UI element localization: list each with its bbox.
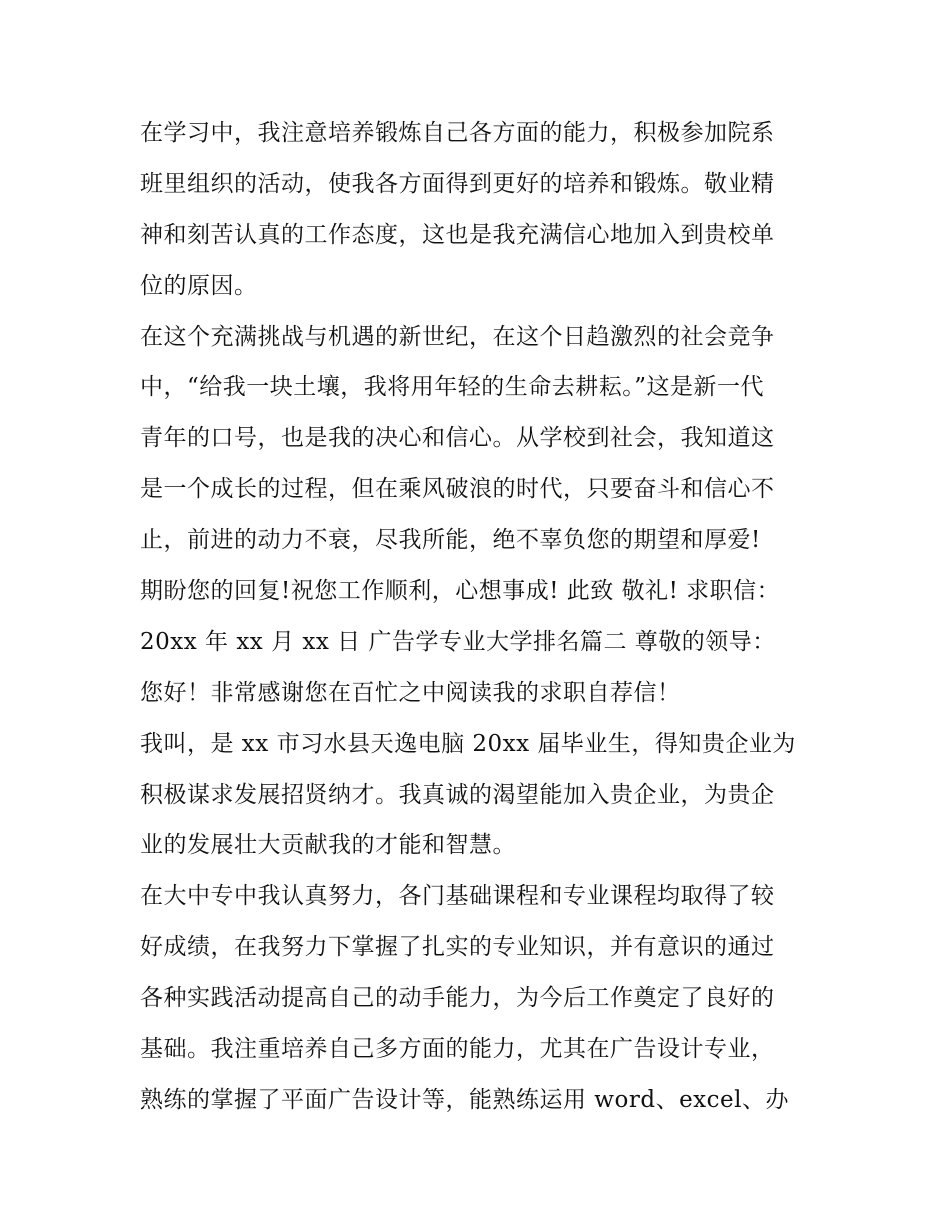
text-line: 在学习中，我注意培养锻炼自己各方面的能力，积极参加院系 bbox=[140, 120, 775, 146]
text-line: 您好！非常感谢您在百忙之中阅读我的求职自荐信！ bbox=[140, 679, 681, 706]
text-line: 是一个成长的过程，但在乘风破浪的时代，只要奋斗和信心不 bbox=[140, 476, 775, 503]
text-line: 神和刻苦认真的工作态度，这也是我充满信心地加入到贵校单 bbox=[140, 221, 775, 248]
text-line: 位的原因。 bbox=[140, 272, 258, 299]
text-line: 止，前进的动力不衰，尽我所能，绝不辜负您的期望和厚爱! bbox=[140, 527, 761, 554]
text-line: 在这个充满挑战与机遇的新世纪，在这个日趋激烈的社会竞争 bbox=[140, 323, 775, 350]
text-line: 好成绩，在我努力下掌握了扎实的专业知识，并有意识的通过 bbox=[140, 934, 775, 961]
text-line: 青年的口号，也是我的决心和信心。从学校到社会，我知道这 bbox=[140, 425, 775, 452]
text-line: 班里组织的活动，使我各方面得到更好的培养和锻炼。敬业精 bbox=[140, 170, 775, 197]
text-line: 各种实践活动提高自己的动手能力，为今后工作奠定了良好的 bbox=[140, 985, 775, 1012]
body-text bbox=[140, 108, 830, 1126]
text-line: 熟练的掌握了平面广告设计等，能熟练运用 word、excel、办 bbox=[140, 1086, 789, 1113]
text-line: 20xx 年 xx 月 xx 日 广告学专业大学排名篇二 尊敬的领导： bbox=[140, 628, 776, 655]
text-line: 在大中专中我认真努力，各门基础课程和专业课程均取得了较 bbox=[140, 883, 775, 910]
text-line: 我叫，是 xx 市习水县天逸电脑 20xx 届毕业生，得知贵企业为 bbox=[140, 730, 796, 757]
text-line: 基础。我注重培养自己多方面的能力，尤其在广告设计专业， bbox=[140, 1036, 775, 1063]
text-line: 中，“给我一块土壤，我将用年轻的生命去耕耘。”这是新一代 bbox=[140, 374, 765, 401]
text-line: 期盼您的回复!祝您工作顺利，心想事成! 此致 敬礼! 求职信： bbox=[140, 578, 781, 605]
text-line: 积极谋求发展招贤纳才。我真诚的渴望能加入贵企业，为贵企 bbox=[140, 781, 775, 808]
text-line: 业的发展壮大贡献我的才能和智慧。 bbox=[140, 832, 516, 859]
